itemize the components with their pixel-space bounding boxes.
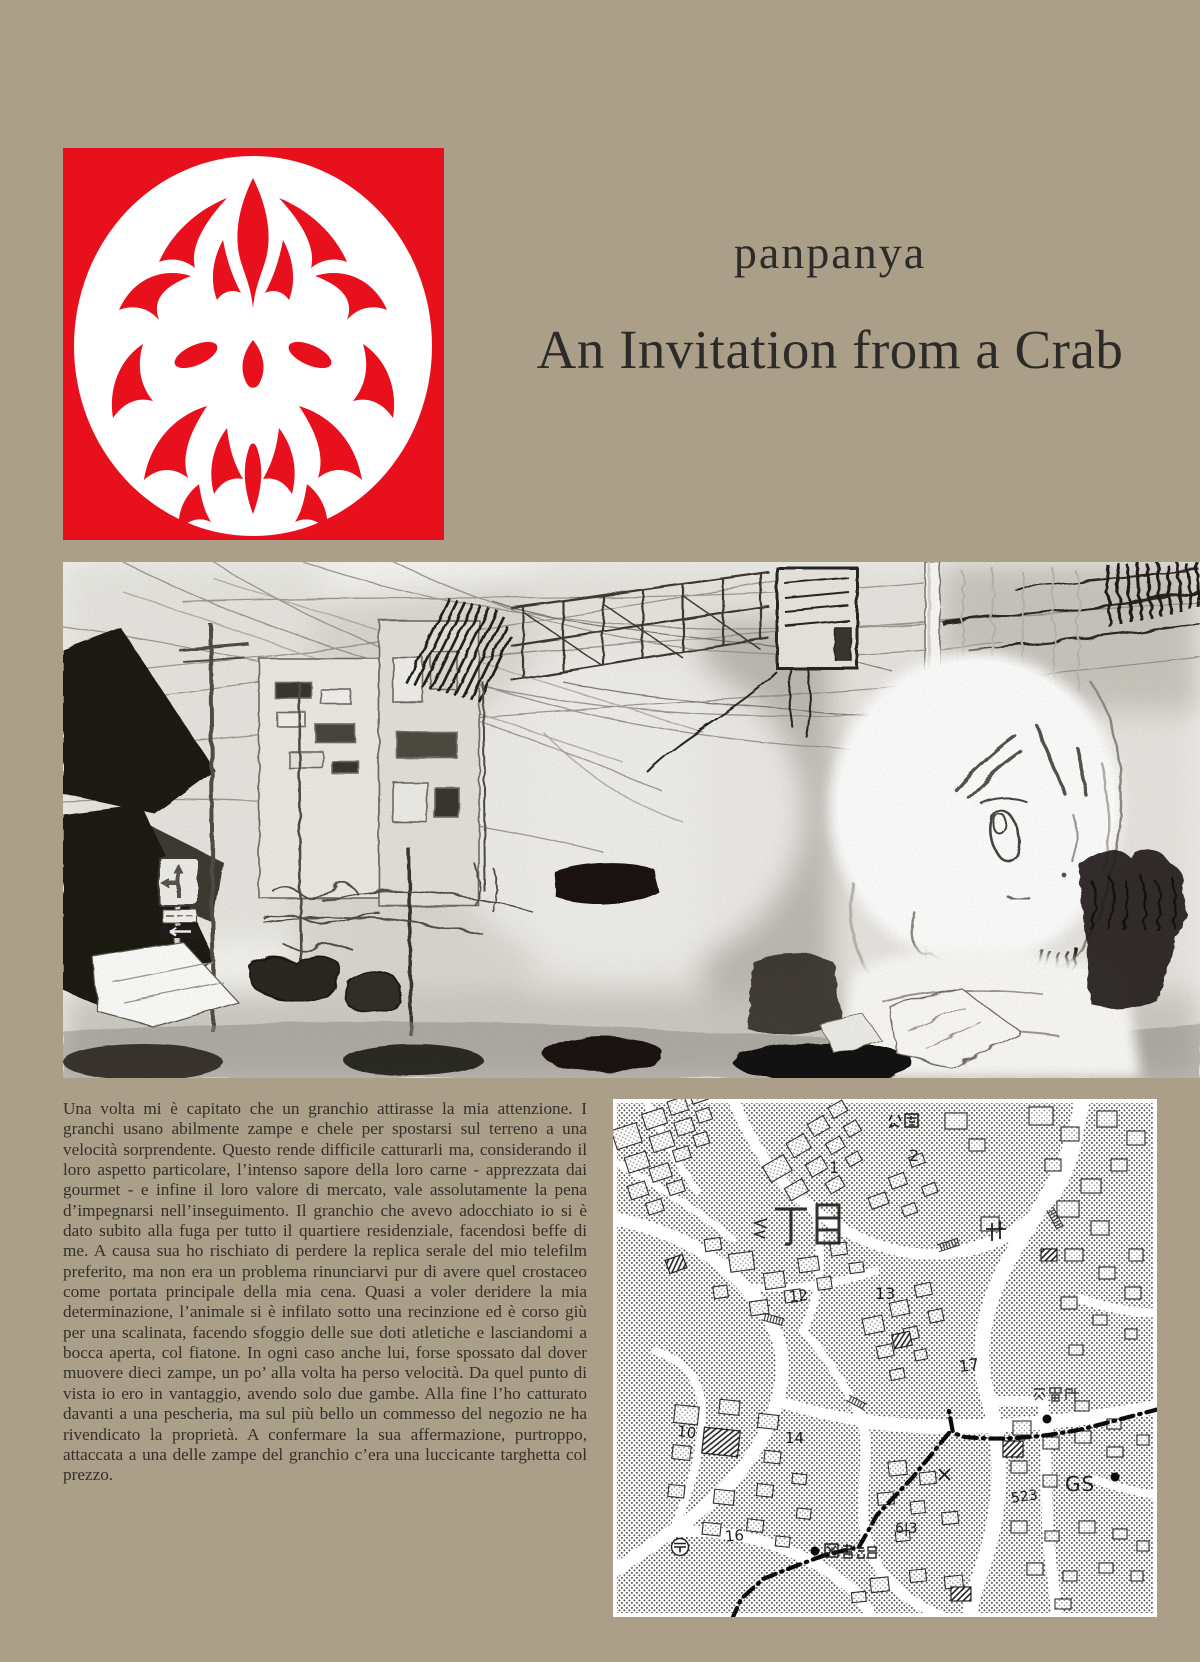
street-sketch bbox=[63, 562, 1200, 1078]
label-6-3: 6|3 bbox=[895, 1521, 918, 1537]
paper-grain bbox=[63, 562, 1200, 1078]
label-17: 17 bbox=[957, 1354, 981, 1377]
label-14: 14 bbox=[785, 1429, 805, 1447]
author-name: panpanya bbox=[733, 227, 927, 278]
label-12: 12 bbox=[787, 1285, 809, 1306]
crab-inkblot-icon bbox=[63, 148, 444, 540]
label-1: 1 bbox=[829, 1158, 840, 1177]
post-office-icon bbox=[672, 1539, 689, 1556]
label-10: 10 bbox=[675, 1421, 698, 1443]
label-gs: GS bbox=[1065, 1472, 1096, 1496]
book-title: An Invitation from a Crab bbox=[536, 319, 1124, 380]
label-16: 16 bbox=[724, 1526, 745, 1546]
neighbourhood-map bbox=[613, 1099, 1157, 1617]
map-image bbox=[613, 1099, 1157, 1617]
label-13: 13 bbox=[875, 1284, 896, 1303]
synopsis-text: Una volta mi è capitato che un granchio attirasse la mia attenzione. I granchi usano abilmente zampe e chele per spostarsi sul terreno a una velocità sorprendente. Questo rende difficile catturarli ma, considerando il loro aspetto particolare, l’intenso sapore della loro carne - apprezzata dai gourmet - e infine il loro valore di mercato, vale assolutamente la pena d’impegnarsi nell’inseguimento. Il granchio che avevo adocchiato io si è dato subito alla fuga per tutto il quartiere residenziale, facendosi beffe di me. A causa sua ho rischiato di perdere la replica serale del mio telefilm preferito, ma non era un problema rinunciarvi pur di avere quel crostaceo come portata principale della mia cena. Quasi a voler deridere la mia determinazione, l’animale si è infilato sotto una recinzione ed è corso giù per una scalinata, facendo sfoggio delle sue doti atletiche e lasciandomi a bocca aperta, col fiatone. In ogni caso anche lui, forse spossato dal dover muovere dieci zampe, un po’ alla volta ha perso velocità. Da quel punto di vista io ero in vantaggio, avendo solo due gambe. Alla fine l’ho catturato davanti a una pescheria, ma sul più bello un commesso del negozio ne ha rivendicato la proprietà. A confermare la sua affermazione, purtroppo, attaccata a una delle zampe del granchio c’era una luccicante targhetta col prezzo. bbox=[63, 1099, 587, 1485]
label-523: 523 bbox=[1010, 1487, 1039, 1507]
synopsis-block bbox=[63, 1099, 587, 1486]
publisher-emblem bbox=[63, 148, 444, 540]
street-illustration bbox=[63, 562, 1200, 1078]
label-2: 2 bbox=[909, 1146, 920, 1165]
